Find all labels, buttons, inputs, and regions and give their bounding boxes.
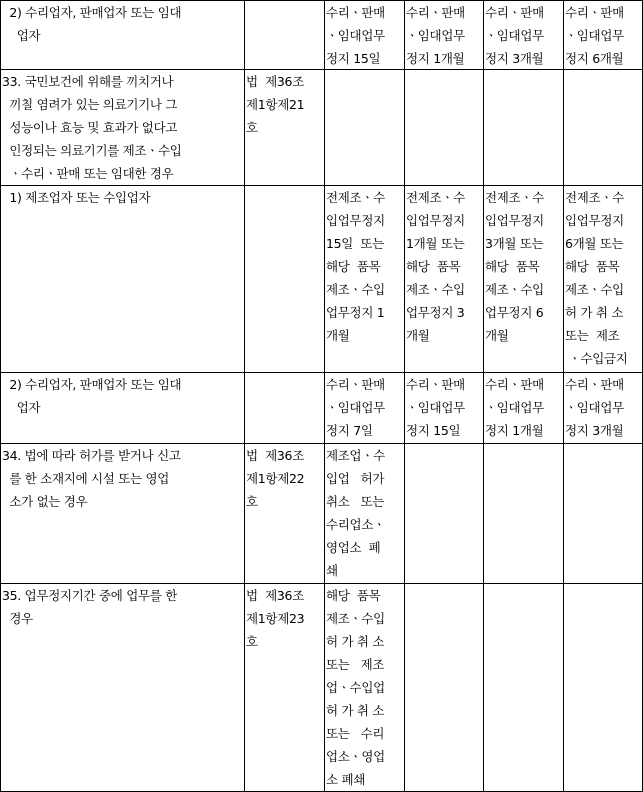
penalty-first: 해당 품목 제조ㆍ수입 허 가 취 소 또는 제조 업ㆍ수입업 허 가 취 소 또는 수리 업소ㆍ영업 소 폐쇄	[326, 588, 385, 787]
table-row	[1, 1, 643, 70]
penalty-first: 수리ㆍ판매 ㆍ임대업무 정지 15일	[326, 5, 385, 66]
violation-description: 35. 업무정지기간 중에 업무를 한 경우	[2, 588, 177, 626]
penalty-fourth	[564, 584, 642, 791]
legal-basis	[245, 186, 324, 372]
legal-basis: 법 제36조 제1항제23 호	[246, 588, 305, 649]
violation-description: 2) 수리업자, 판매업자 또는 임대 업자	[9, 5, 182, 43]
table-row	[1, 373, 643, 444]
penalty-first	[325, 70, 404, 185]
legal-basis	[245, 1, 324, 69]
penalty-second: 수리ㆍ판매 ㆍ임대업무 정지 1개월	[406, 5, 465, 66]
legal-basis: 법 제36조 제1항제21 호	[246, 74, 305, 135]
penalty-third	[484, 584, 563, 791]
penalty-third	[484, 444, 563, 583]
penalty-second	[405, 444, 483, 583]
penalty-third: 수리ㆍ판매 ㆍ임대업무 정지 1개월	[485, 377, 544, 438]
legal-basis	[245, 373, 324, 443]
penalty-third	[484, 70, 563, 185]
violation-description: 33. 국민보건에 위해를 끼치거나 끼칠 염려가 있는 의료기기나 그 성능이나 효능 및 효과가 없다고 인정되는 의료기기를 제조ㆍ수입 ㆍ수리ㆍ판매 또는 임대한 경우	[2, 74, 182, 181]
table-row	[1, 584, 643, 792]
table-row	[1, 444, 643, 584]
table-row	[1, 186, 643, 373]
violation-description: 34. 법에 따라 허가를 받거나 신고 를 한 소재지에 시설 또는 영업 소가 없는 경우	[2, 448, 181, 509]
legal-basis: 법 제36조 제1항제22 호	[246, 448, 305, 509]
penalty-first: 전제조ㆍ수 입업무정지 15일 또는 해당 품목 제조ㆍ수입 업무정지 1 개월	[326, 190, 385, 343]
penalty-first: 수리ㆍ판매 ㆍ임대업무 정지 7일	[326, 377, 385, 438]
penalty-fourth	[564, 70, 642, 185]
violation-description: 2) 수리업자, 판매업자 또는 임대 업자	[9, 377, 182, 415]
penalty-third: 수리ㆍ판매 ㆍ임대업무 정지 3개월	[485, 5, 544, 66]
penalty-second	[405, 584, 483, 791]
violation-description: 1) 제조업자 또는 수입업자	[2, 190, 151, 205]
table-row	[1, 70, 643, 186]
penalty-third: 전제조ㆍ수 입업무정지 3개월 또는 해당 품목 제조ㆍ수입 업무정지 6 개월	[485, 190, 544, 343]
penalty-second	[405, 70, 483, 185]
penalty-first: 제조업ㆍ수 입업 허가 취소 또는 수리업소ㆍ 영업소 폐 쇄	[326, 448, 385, 578]
penalty-second: 수리ㆍ판매 ㆍ임대업무 정지 15일	[406, 377, 465, 438]
penalty-fourth: 수리ㆍ판매 ㆍ임대업무 정지 6개월	[565, 5, 624, 66]
penalty-fourth: 수리ㆍ판매 ㆍ임대업무 정지 3개월	[565, 377, 624, 438]
penalty-second: 전제조ㆍ수 입업무정지 1개월 또는 해당 품목 제조ㆍ수입 업무정지 3 개월	[406, 190, 465, 343]
penalty-fourth	[564, 444, 642, 583]
penalty-fourth: 전제조ㆍ수 입업무정지 6개월 또는 해당 품목 제조ㆍ수입 허 가 취 소 또는 제조 ㆍ수입금지	[565, 190, 628, 366]
